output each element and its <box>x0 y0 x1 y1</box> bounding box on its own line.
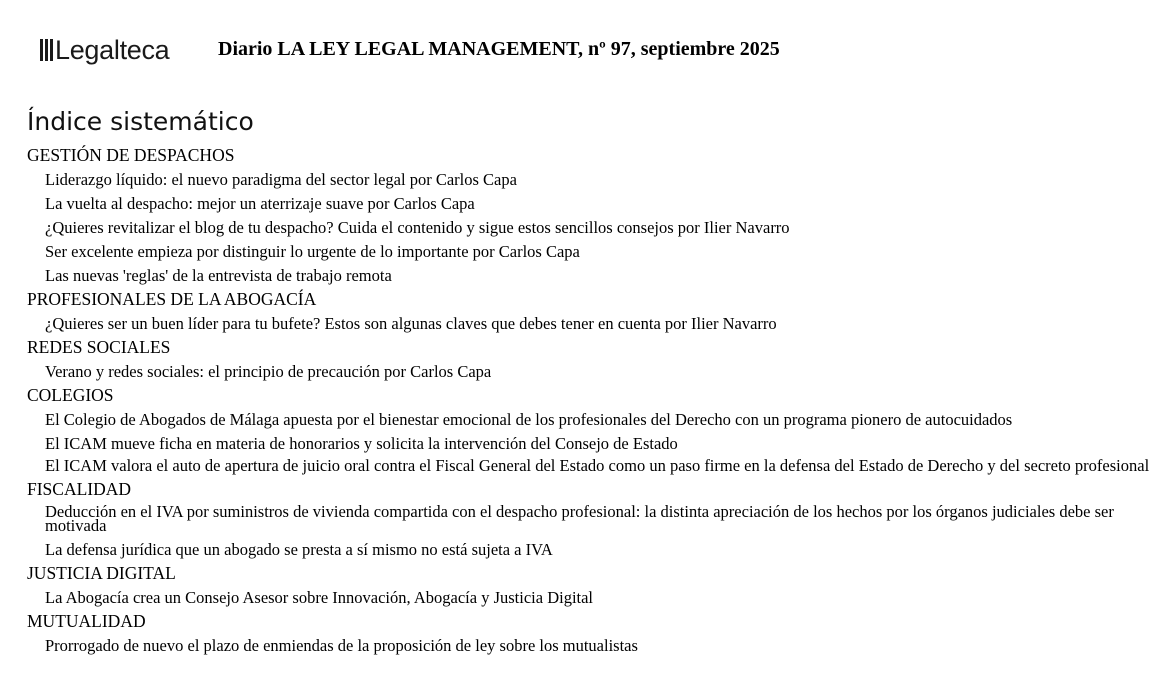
toc-entry-link[interactable]: Verano y redes sociales: el principio de precaución por Carlos Capa <box>45 362 492 381</box>
toc-entry-link[interactable]: ¿Quieres revitalizar el blog de tu despacho? Cuida el contenido y sigue estos sencillos consejos por Ilier Navarro <box>45 218 790 237</box>
section-heading: COLEGIOS <box>27 385 114 405</box>
section-heading: GESTIÓN DE DESPACHOS <box>27 145 235 165</box>
toc-entry-link[interactable]: El ICAM valora el auto de apertura de juicio oral contra el Fiscal General del Estado como un paso firme en la defensa del Estado de Derecho y del secreto profesional <box>45 456 1150 475</box>
section-heading: REDES SOCIALES <box>27 337 171 357</box>
page-title: Índice sistemático <box>27 107 254 136</box>
toc-entry-link[interactable]: Liderazgo líquido: el nuevo paradigma del sector legal por Carlos Capa <box>45 170 517 189</box>
section-heading: FISCALIDAD <box>27 479 132 499</box>
toc-entry-link[interactable]: Deducción en el IVA por suministros de vivienda compartida con el despacho profesional: la distinta apreciación de los hechos por los órganos judiciales debe ser motivada <box>45 502 1114 535</box>
toc-entry-link[interactable]: ¿Quieres ser un buen líder para tu bufete? Estos son algunas claves que debes tener en cuenta por Ilier Navarro <box>45 314 777 333</box>
journal-title: Diario LA LEY LEGAL MANAGEMENT, nº 97, septiembre 2025 <box>218 38 780 60</box>
section-heading: JUSTICIA DIGITAL <box>27 563 176 583</box>
toc-entry-link[interactable]: Ser excelente empieza por distinguir lo urgente de lo importante por Carlos Capa <box>45 242 580 261</box>
header <box>40 30 169 70</box>
section-heading: PROFESIONALES DE LA ABOGACÍA <box>27 289 317 309</box>
toc-entry-link[interactable]: Prorrogado de nuevo el plazo de enmiendas de la proposición de ley sobre los mutualistas <box>45 636 638 655</box>
toc-entry-link[interactable]: La Abogacía crea un Consejo Asesor sobre Innovación, Abogacía y Justicia Digital <box>45 588 594 607</box>
toc-entry-link[interactable]: Las nuevas 'reglas' de la entrevista de trabajo remota <box>45 266 392 285</box>
logo-text: Legalteca <box>55 34 170 65</box>
section-heading: MUTUALIDAD <box>27 611 146 631</box>
table-of-contents <box>27 145 1157 659</box>
toc-entry-link[interactable]: La vuelta al despacho: mejor un aterrizaje suave por Carlos Capa <box>45 194 475 213</box>
toc-entry-link[interactable]: El ICAM mueve ficha en materia de honorarios y solicita la intervención del Consejo de Estado <box>45 434 678 453</box>
toc-entry-link[interactable]: La defensa jurídica que un abogado se presta a sí mismo no está sujeta a IVA <box>45 540 553 559</box>
logo-bars-icon <box>40 39 53 61</box>
legalteca-logo[interactable] <box>40 35 169 66</box>
toc-entry-link[interactable]: El Colegio de Abogados de Málaga apuesta por el bienestar emocional de los profesionales del Derecho con un programa pionero de autocuidados <box>45 410 1013 429</box>
